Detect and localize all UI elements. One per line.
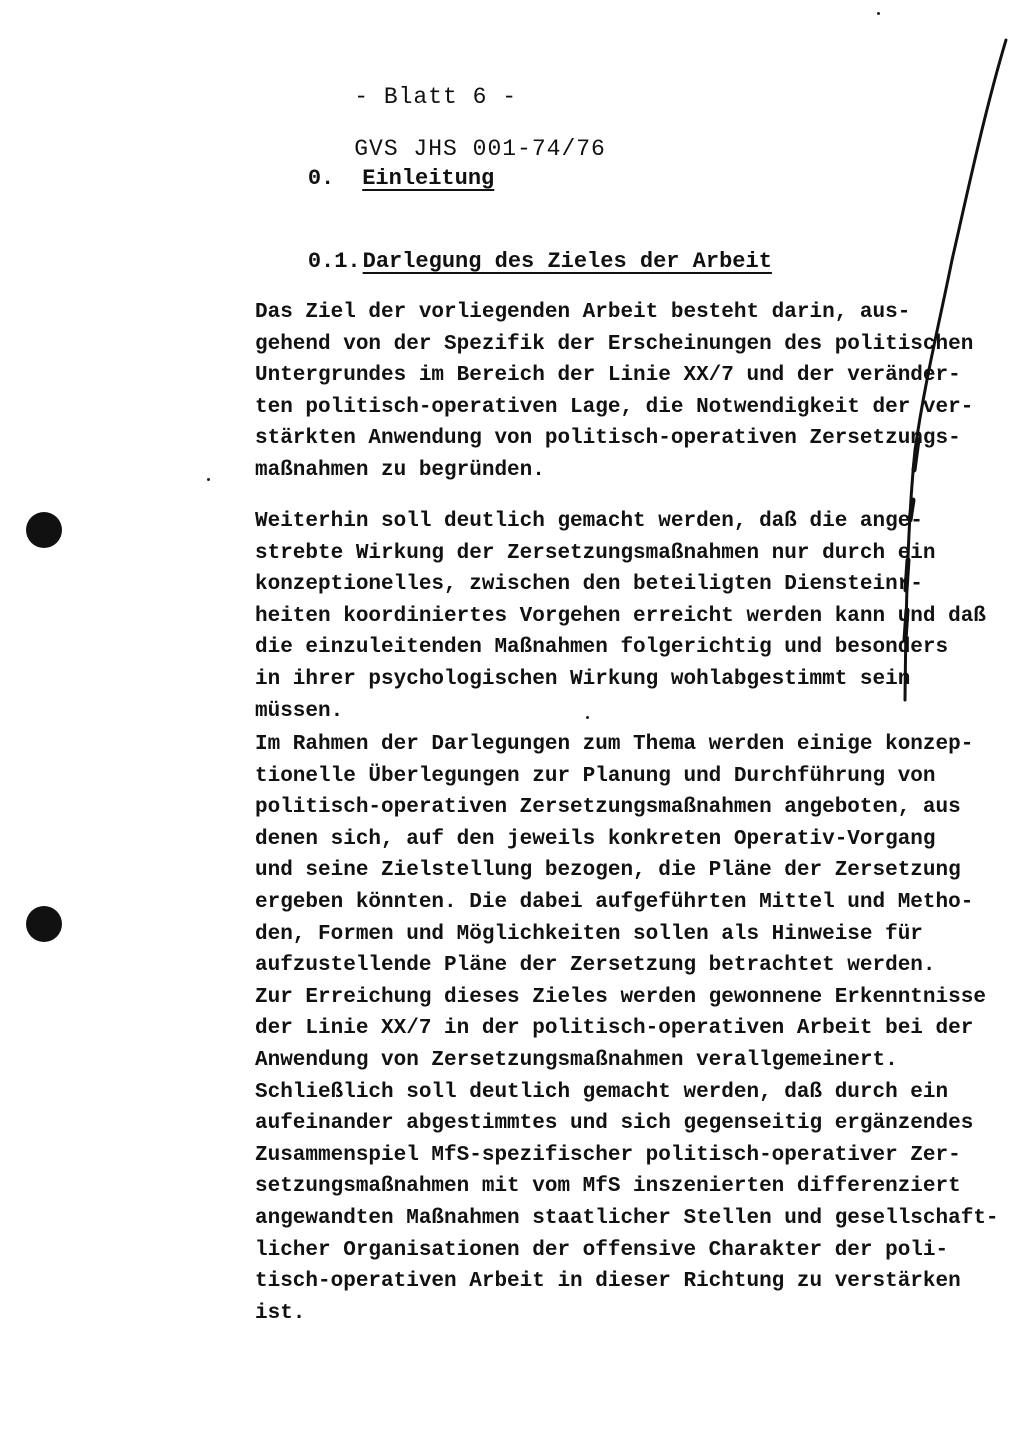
- text-line: konzeptionelles, zwischen den beteiligten Diensteinr-: [255, 573, 923, 597]
- text-line: Zur Erreichung dieses Zieles werden gewonnene Erkenntnisse: [255, 985, 986, 1009]
- text-line: gehend von der Spezifik der Erscheinungen des politischen: [255, 332, 974, 356]
- text-line: Anwendung von Zersetzungsmaßnahmen verallgemeinert.: [255, 1048, 898, 1072]
- section-heading: [255, 141, 494, 216]
- text-line: Im Rahmen der Darlegungen zum Thema werden einige konzep-: [255, 733, 974, 756]
- text-line: tisch-operativen Arbeit in dieser Richtung zu verstärken: [255, 1270, 961, 1294]
- text-line: heiten koordiniertes Vorgehen erreicht werden kann und daß: [255, 604, 986, 628]
- text-line: ist.: [255, 1301, 306, 1325]
- text-line: Zusammenspiel MfS-spezifischer politisch-operativer Zer-: [255, 1143, 961, 1167]
- text-line: aufeinander abgestimmtes und sich gegenseitig ergänzendes: [255, 1112, 974, 1136]
- paragraph-3: [255, 729, 999, 1329]
- text-line: angewandten Maßnahmen staatlicher Stellen und gesellschaft-: [255, 1206, 999, 1230]
- text-line: die einzuleitenden Maßnahmen folgerichtig und besonders: [255, 636, 949, 660]
- text-line: licher Organisationen der offensive Charakter der poli-: [255, 1238, 949, 1262]
- section-number: 0.: [307, 166, 335, 191]
- text-line: ergeben könnten. Die dabei aufgeführten Mittel und Metho-: [255, 890, 974, 914]
- subsection-number: 0.1.: [307, 249, 361, 274]
- text-line: strebte Wirkung der Zersetzungsmaßnahmen nur durch ein: [255, 541, 936, 565]
- text-line: Das Ziel der vorliegenden Arbeit besteht darin, aus-: [255, 301, 911, 324]
- text-line: ten politisch-operativen Lage, die Notwendigkeit der ver-: [255, 395, 974, 419]
- text-line: der Linie XX/7 in der politisch-operativen Arbeit bei der: [255, 1017, 974, 1041]
- page-number-label: - Blatt 6 -: [354, 84, 518, 110]
- subsection-title: Darlegung des Zieles der Arbeit: [362, 249, 772, 274]
- text-line: Untergrundes im Bereich der Linie XX/7 und der veränder-: [255, 364, 961, 388]
- text-line: in ihrer psychologischen Wirkung wohlabgestimmt sein: [255, 667, 911, 691]
- text-line: denen sich, auf den jeweils konkreten Operativ-Vorgang: [255, 827, 936, 851]
- text-line: politisch-operativen Zersetzungsmaßnahmen angeboten, aus: [255, 796, 961, 820]
- section-title: Einleitung: [362, 166, 495, 191]
- text-line: Schließlich soll deutlich gemacht werden, daß durch ein: [255, 1080, 949, 1104]
- text-line: müssen.: [255, 699, 344, 723]
- subsection-heading: [255, 224, 772, 299]
- text-line: aufzustellende Pläne der Zersetzung betrachtet werden.: [255, 954, 936, 978]
- document-reference: GVS JHS 001-74/76: [354, 136, 606, 162]
- text-line: setzungsmaßnahmen mit vom MfS inszenierten differenziert: [255, 1175, 961, 1199]
- text-line: maßnahmen zu begründen.: [255, 458, 545, 482]
- paragraph-2: [255, 506, 995, 727]
- text-line: stärkten Anwendung von politisch-operativen Zersetzungs-: [255, 427, 961, 451]
- text-line: tionelle Überlegungen zur Planung und Durchführung von: [255, 764, 936, 788]
- text-line: und seine Zielstellung bezogen, die Pläne der Zersetzung: [255, 859, 961, 883]
- paragraph-1: [255, 297, 995, 487]
- text-line: Weiterhin soll deutlich gemacht werden, daß die ange-: [255, 510, 923, 533]
- text-line: den, Formen und Möglichkeiten sollen als Hinweise für: [255, 922, 923, 946]
